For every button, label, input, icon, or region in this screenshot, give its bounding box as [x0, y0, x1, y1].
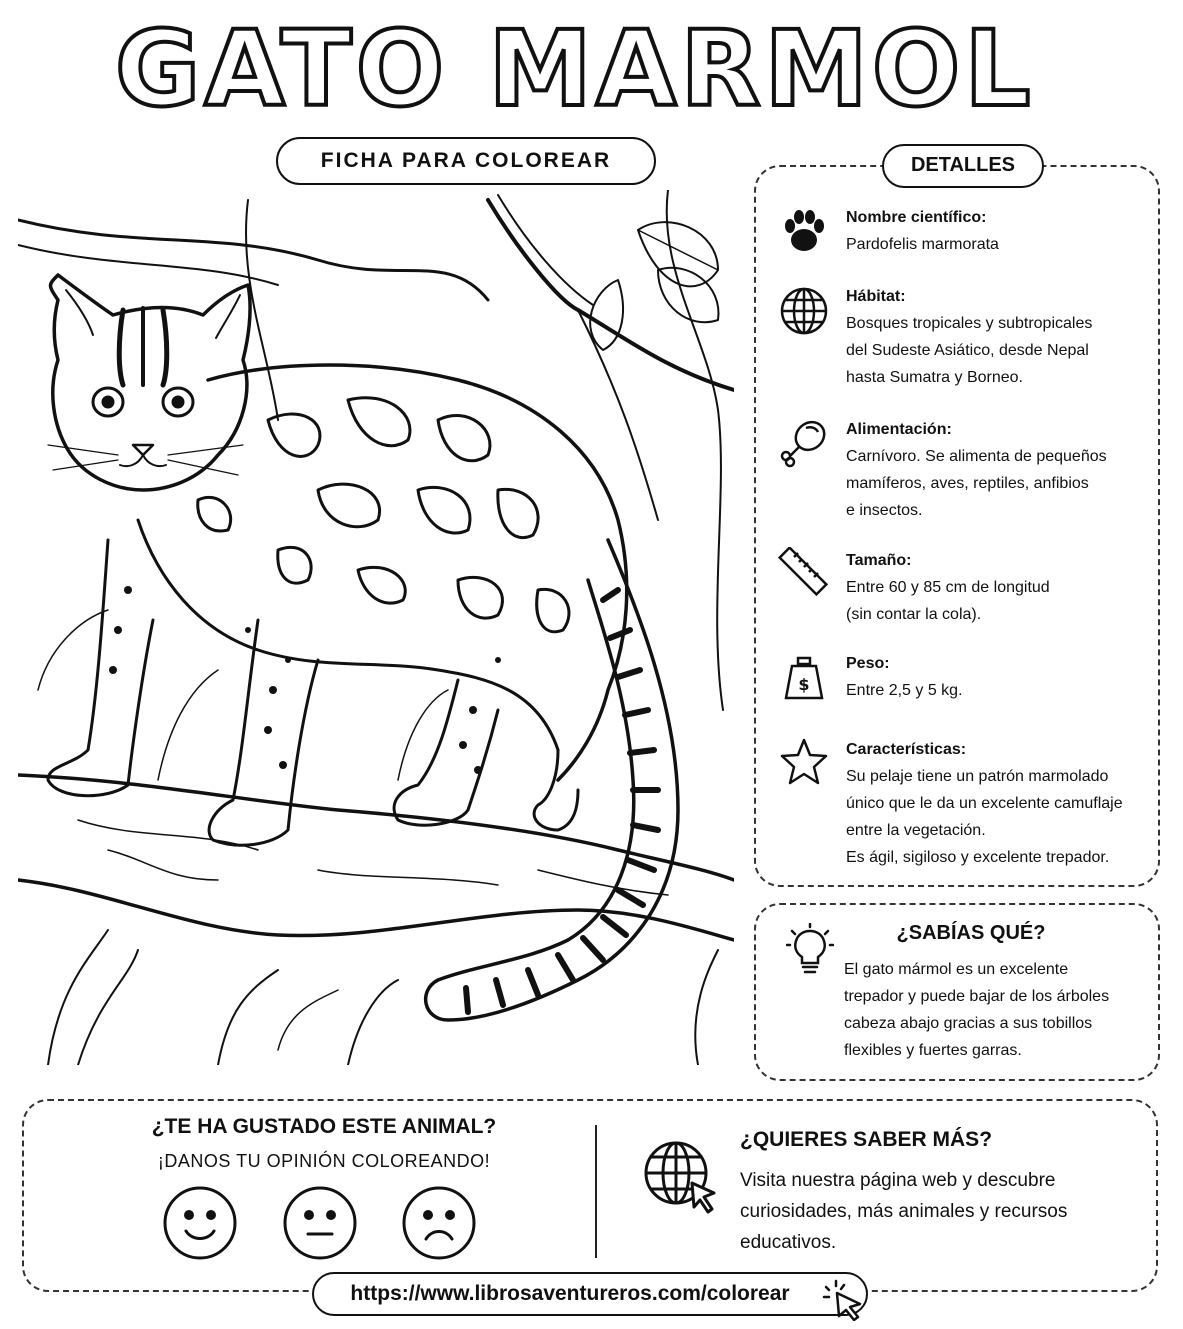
neutral-face-icon[interactable] — [282, 1185, 358, 1261]
more-info-text: Visita nuestra página web y descubre curiosidades, más animales y recursos educativos. — [740, 1170, 1068, 1253]
detail-value: Pardofelis marmorata — [846, 236, 999, 253]
paw-icon — [778, 204, 830, 256]
globe-icon — [778, 283, 830, 335]
fun-fact-panel — [754, 903, 1160, 1081]
more-info-title: ¿QUIERES SABER MÁS? — [740, 1128, 993, 1151]
detail-label: Nombre científico: — [846, 209, 987, 226]
marbled-cat-illustration — [18, 190, 734, 1065]
web-globe-cursor-icon — [642, 1137, 722, 1217]
detail-label: Alimentación: — [846, 421, 952, 438]
divider — [595, 1125, 597, 1258]
svg-text:$: $ — [798, 675, 810, 694]
happy-face-icon[interactable] — [162, 1185, 238, 1261]
drumstick-icon — [778, 416, 830, 468]
weight-icon — [778, 650, 830, 702]
detail-label: Características: — [846, 741, 967, 758]
subtitle-badge: FICHA PARA COLOREAR — [276, 137, 656, 185]
page-title: GATO MARMOL — [115, 8, 1035, 130]
detail-value: Entre 2,5 y 5 kg. — [846, 682, 963, 699]
feedback-title: ¿TE HA GUSTADO ESTE ANIMAL? — [151, 1115, 497, 1138]
detail-value: Bosques tropicales y subtropicales del Sudeste Asiático, desde Nepal hasta Sumatra y Borneo. — [846, 315, 1093, 386]
website-link[interactable]: https://www.librosaventureros.com/colorear — [312, 1272, 868, 1316]
fun-fact-title: ¿SABÍAS QUÉ? — [896, 922, 1046, 944]
star-icon — [778, 736, 830, 788]
detail-label: Peso: — [846, 655, 890, 672]
click-cursor-icon — [820, 1277, 870, 1321]
detail-label: Hábitat: — [846, 288, 906, 305]
detail-value: Su pelaje tiene un patrón marmolado único que le da un excelente camuflaje entre la vegetación. Es ágil, sigiloso y excelente trepador. — [846, 768, 1123, 866]
feedback-subtitle: ¡DANOS TU OPINIÓN COLOREANDO! — [157, 1151, 491, 1171]
detail-label: Tamaño: — [846, 552, 912, 569]
bottom-panel — [22, 1099, 1158, 1292]
detail-value: Entre 60 y 85 cm de longitud (sin contar la cola). — [846, 579, 1050, 623]
ruler-icon — [778, 547, 830, 599]
detail-value: Carnívoro. Se alimenta de pequeños mamíferos, aves, reptiles, anfibios e insectos. — [846, 448, 1107, 519]
details-panel — [754, 165, 1160, 887]
fun-fact-text: El gato mármol es un excelente trepador y puede bajar de los árboles cabeza abajo gracias a sus tobillos flexibles y fuertes garras. — [844, 961, 1110, 1059]
sad-face-icon[interactable] — [401, 1185, 477, 1261]
details-heading: DETALLES — [882, 144, 1044, 188]
lightbulb-icon — [786, 923, 834, 979]
